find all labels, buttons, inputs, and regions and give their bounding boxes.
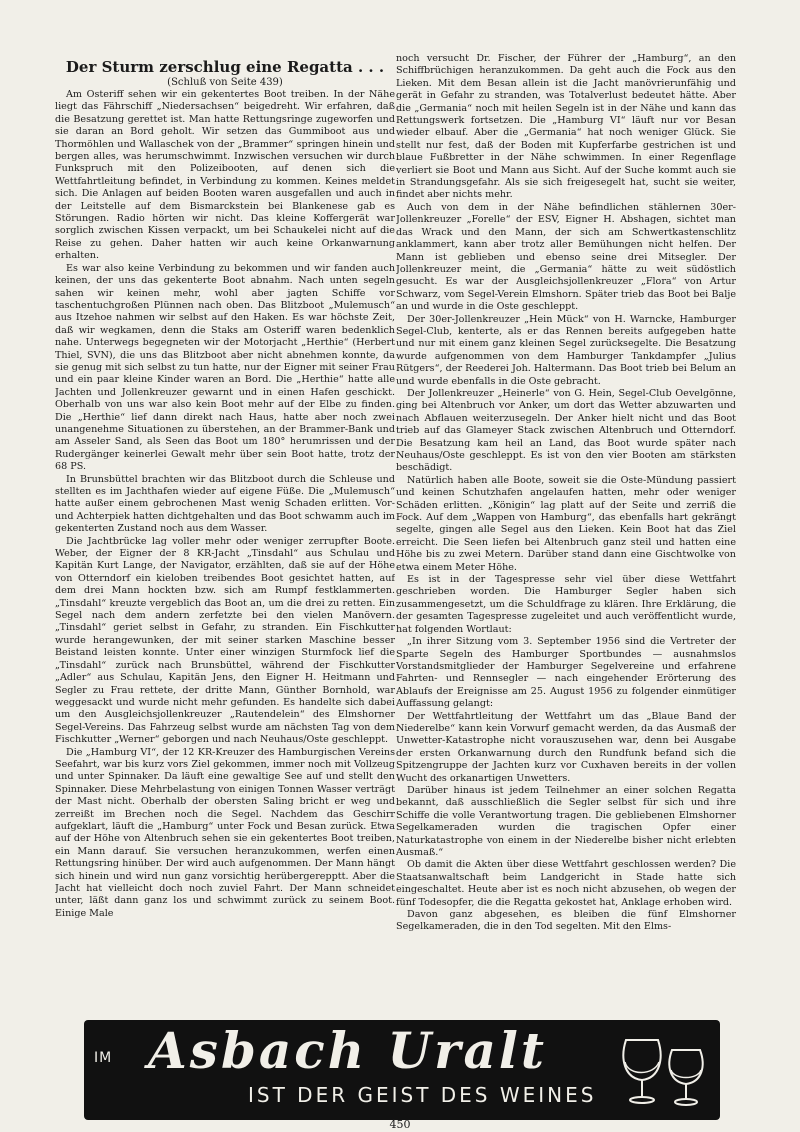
paragraph: noch versucht Dr. Fischer, der Führer der „Hamburg“, an den Schiffbrüchigen heranzukommen. Da geht auch die Fock aus den Lieken. Mit dem Besan allein ist die Jacht manövrierunfähig und gerät in Gefahr zu stranden, was Totalverlust bedeutet hätte. Aber die „Germania“ noch mit heilen Segeln ist in der Nähe und kann das Rettungswerk fortsetzen. Die „Hamburg VI“ läuft nur vor Besan wieder elbauf. Aber die „Germania“ hat noch weniger Glück. Sie stellt nur fest, daß der Boden mit Kupferfarbe gestrichen ist und blaue Fußbretter in der Nähe schwimmen. In einer Regenflage verliert sie Boot und Mann aus Sicht. Auf der Suche kommt auch sie in Strandungsgefahr. Als sie sich freigesegelt hat, sucht sie weiter, findet aber nichts mehr. bbox=[396, 53, 736, 201]
paragraph: Am Osteriff sehen wir ein gekentertes Boot treiben. In der Nähe liegt das Fährschiff „Niedersachsen“ beigedreht. Wir erfahren, daß die Besatzung gerettet ist. Man hatte Rettungsringe zugeworfen und sie daran an Bord geholt. Wir setzen das Gummiboot aus und Thormöhlen und Wallaschek von der „Brammer“ springen hinein und bergen alles, was herumschwimmt. Inzwischen versuchen wir durch Funkspruch mit den Polizeibooten, auf denen sich die Wettfahrtleitung befindet, in Verbindung zu kommen. Keines meldet sich. Die Anlagen auf beiden Booten waren ausgefallen und auch in der Leitstelle auf dem Bismarckstein bei Blankenese gab es Störungen. Radio hörten wir nicht. Das kleine Koffergerät war sorglich zwischen Kissen verpackt, um bei Schaukelei nicht auf die Reise zu gehen. Daher hatten wir auch keine Orkanwarnung erhalten. bbox=[55, 89, 395, 262]
paragraph: Es ist in der Tagespresse sehr viel über diese Wettfahrt geschrieben worden. Die Hamburger Segler haben sich zusammengesetzt, um die Schuldfrage zu klären. Ihre Erklärung, die der gesamten Tagespresse zugeleitet und auch veröffentlicht wurde, hat folgenden Wortlaut: bbox=[396, 574, 736, 635]
ad-prefix: IM bbox=[94, 1050, 113, 1066]
paragraph: Natürlich haben alle Boote, soweit sie die Oste-Mündung passiert und keinen Schutzhafen angelaufen hatten, mehr oder weniger Schäden erlitten. „Königin“ lag platt auf der Seite und zerriß die Fock. Auf dem „Wappen von Hamburg“, das ebenfalls hart gekrängt segelte, gingen alle Segel aus den Lieken. Kein Boot hat das Ziel erreicht. Die Seen liefen bei Altenbruch ganz steil und hatten eine Höhe bis zu zwei Metern. Darüber stand dann eine Gischtwolke von etwa einem Meter Höhe. bbox=[396, 474, 736, 573]
quote-paragraph: Darüber hinaus ist jedem Teilnehmer an einer solchen Regatta bekannt, daß ausschließlich die Segler selbst für sich und ihre Schiffe die volle Verantwortung tragen. Die gebliebenen Elmshorner Segelkameraden wurden die tragischen Opfer einer Naturkatastrophe von einem in der Niederelbe bisher nicht erlebten Ausmaß.“ bbox=[396, 784, 736, 858]
paragraph: Der Jollenkreuzer „Heinerle“ von G. Hein, Segel-Club Oevelgönne, ging bei Altenbruch vor Anker, um dort das Wetter abzuwarten und nach Abflauen weiterzusegeln. Der Anker hielt nicht und das Boot trieb auf das Glameyer Stack zwischen Altenbruch und Otterndorf. Die Besatzung kam heil an Land, das Boot wurde später nach Neuhaus/Oste geschleppt. Es ist von den vier Booten am stärksten beschädigt. bbox=[396, 387, 736, 474]
paragraph: Die „Hamburg VI“, der 12 KR-Kreuzer des Hamburgischen Vereins Seefahrt, war bis kurz vors Ziel gekommen, immer noch mit Vollzeug und unter Spinnaker. Da läuft eine gewaltige See auf und stellt den Spinnaker. Diese Mehrbelastung von einigen Tonnen Wasser verträgt der Mast nicht. Oberhalb der obersten Saling bricht er weg und zerreißt im Brechen noch die Segel. Nachdem das Geschirr aufgeklart, läuft die „Hamburg“ unter Fock und Besan zurück. Etwa auf der Höhe von Altenbruch sehen sie ein gekentertes Boot treiben, ein Mann darauf. Sie versuchen heranzukommen, werfen einen Rettungsring hinüber. Der wird auch aufgenommen. Der Mann hängt sich hinein und wird nun ganz vorsichtig herübergerepptt. Aber die Jacht hat vielleicht doch noch zuviel Fahrt. Der Mann schneidet unter, läßt dann ganz los und schwimmt zurück zu seinem Boot. Einige Male bbox=[55, 746, 395, 919]
article-title: Der Sturm zerschlug eine Regatta . . . bbox=[65, 58, 385, 76]
quote-paragraph: „In ihrer Sitzung vom 3. September 1956 sind die Vertreter der Sparte Segeln des Hamburger Sportbundes — ausnahmslos Vorstandsmitglieder der Hamburger Segelvereine und erfahrene Fahrten- und Rennsegler — nach eingehender Erörterung des Ablaufs der Ereignisse am 25. August 1956 zu folgender einmütiger Auffassung gelangt: bbox=[396, 636, 736, 710]
page-number: 450 bbox=[389, 1118, 411, 1131]
paragraph: Der 30er-Jollenkreuzer „Hein Mück“ von H. Warncke, Hamburger Segel-Club, kenterte, als er das Rennen bereits aufgegeben hatte und nur mit einem ganz kleinen Segel zurücksegelte. Die Besatzung wurde aufgenommen von dem Hamburger Tankdampfer „Julius Rütgers“, der Reederei Joh. Haltermann. Das Boot trieb bei Belum an und wurde ebenfalls in die Oste gebracht. bbox=[396, 313, 736, 387]
paragraph: Ob damit die Akten über diese Wettfahrt geschlossen werden? Die Staatsanwaltschaft beim Landgericht in Stade hatte sich eingeschaltet. Heute aber ist es noch nicht abzusehen, ob wegen der fünf Todesopfer, die die Regatta gekostet hat, Anklage erhoben wird. bbox=[396, 859, 736, 908]
right-column bbox=[396, 53, 736, 1021]
paragraph: Es war also keine Verbindung zu bekommen und wir fanden auch keinen, der uns das gekenterte Boot abnahm. Nach unten segeln sahen wir keinen mehr, wohl aber jagten Schiffe vor taschentuchgroßen Plünnen nach oben. Das Blitzboot „Mulemusch“ aus Itzehoe nahmen wir selbst auf den Haken. Es war höchste Zeit, daß wir wegkamen, denn die Staks am Osteriff waren bedenklich nahe. Unterwegs begegneten wir der Motorjacht „Herthie“ (Herbert Thiel, SVN), die uns das Blitzboot aber nicht abnehmen konnte, da sie genug mit sich selbst zu tun hatte, nur der Eigner mit seiner Frau und ein paar kleine Kinder waren an Bord. Die „Herthie“ hatte alle Jachten und Jollenkreuzer gewarnt und in einen Hafen geschickt. Oberhalb von uns war also kein Boot mehr auf der Elbe zu finden. Die „Herthie“ lief dann direkt nach Haus, hatte aber noch zwei unangenehme Situationen zu überstehen, an der Brammer-Bank und am Asseler Sand, als Seen das Boot um 180° herumrissen und der Rudergänger keinerlei Gewalt mehr über sein Boot hatte, trotz der 68 PS. bbox=[55, 262, 395, 473]
left-column bbox=[55, 58, 395, 1020]
quote-paragraph: Der Wettfahrtleitung der Wettfahrt um das „Blaue Band der Niederelbe“ kann kein Vorwurf gemacht werden, da das Ausmaß der Unwetter-Katastrophe nicht vorauszusehen war, denn bei Ausgabe der ersten Orkanwarnung durch den Rundfunk befand sich die Spitzengruppe der Jachten kurz vor Cuxhaven bereits in der vollen Wucht des orkanartigen Unwetters. bbox=[396, 710, 736, 784]
paragraph: Auch von dem in der Nähe befindlichen stählernen 30er-Jollenkreuzer „Forelle“ der ESV, Eigner H. Abshagen, sichtet man das Wrack und den Mann, der sich am Schwertkastenschlitz anklammert, kann aber trotz aller Bemühungen nicht helfen. Der Mann ist geblieben und ebenso seine drei Mitsegler. Der Jollenkreuzer meint, die „Germania“ hätte zu weit südöstlich gesucht. Es war der Ausgleichsjollenkreuzer „Flora“ von Artur Schwarz, vom Segel-Verein Elmshorn. Später trieb das Boot bei Balje an und wurde in die Oste geschleppt. bbox=[396, 201, 736, 313]
paragraph: Die Jachtbrücke lag voller mehr oder weniger zerrupfter Boote. Weber, der Eigner der 8 KR-Jacht „Tinsdahl“ aus Schulau und Kapitän Kurt Lange, der Navigator, erzählten, daß sie auf der Höhe von Otterndorf ein kieloben treibendes Boot gesichtet hatten, auf dem drei Mann hockten bzw. sich am Rumpf festklammerten. „Tinsdahl“ kreuzte vergeblich das Boot an, um die drei zu retten. Ein Segel nach dem andern zerfetzte bei den vielen Manövern. „Tinsdahl“ geriet selbst in Gefahr, zu stranden. Ein Fischkutter wurde herangewunken, der mit seiner starken Maschine besser Beistand leisten konnte. Unter einer winzigen Sturmfock lief die „Tinsdahl“ zurück nach Brunsbüttel, während der Fischkutter „Adler“ aus Schulau, Kapitän Jens, den Eigner H. Heitmann und Segler zu Frau rettete, der dritte Mann, Günther Bornhold, war weggesackt und wurde nicht mehr gefunden. Es handelte sich dabei um den Ausgleichsjollenkreuzer „Rautendelein“ des Elmshorner Segel-Vereins. Das Fahrzeug selbst wurde am nächsten Tag von dem Fischkutter „Werner“ geborgen und nach Neuhaus/Oste geschleppt. bbox=[55, 535, 395, 746]
asbach-advertisement bbox=[84, 1020, 720, 1120]
article-subtitle: (Schluß von Seite 439) bbox=[167, 77, 283, 88]
ad-slogan: IST DER GEIST DES WEINES bbox=[248, 1083, 597, 1107]
ad-brand: Asbach Uralt bbox=[148, 1021, 547, 1080]
paragraph: Davon ganz abgesehen, es bleiben die fünf Elmshorner Segelkameraden, die in den Tod segelten. Mit den Elms- bbox=[396, 909, 736, 933]
paragraph: In Brunsbüttel brachten wir das Blitzboot durch die Schleuse und stellten es im Jachthafen wieder auf eigene Füße. Die „Mulemusch“ hatte außer einem gebrochenen Mast wenig Schaden erlitten. Vor- und Achterpiek hatten dichtgehalten und das Boot schwamm auch im gekenterten Zustand noch aus dem Wasser. bbox=[55, 473, 395, 535]
brandy-glasses-icon bbox=[614, 1028, 714, 1114]
